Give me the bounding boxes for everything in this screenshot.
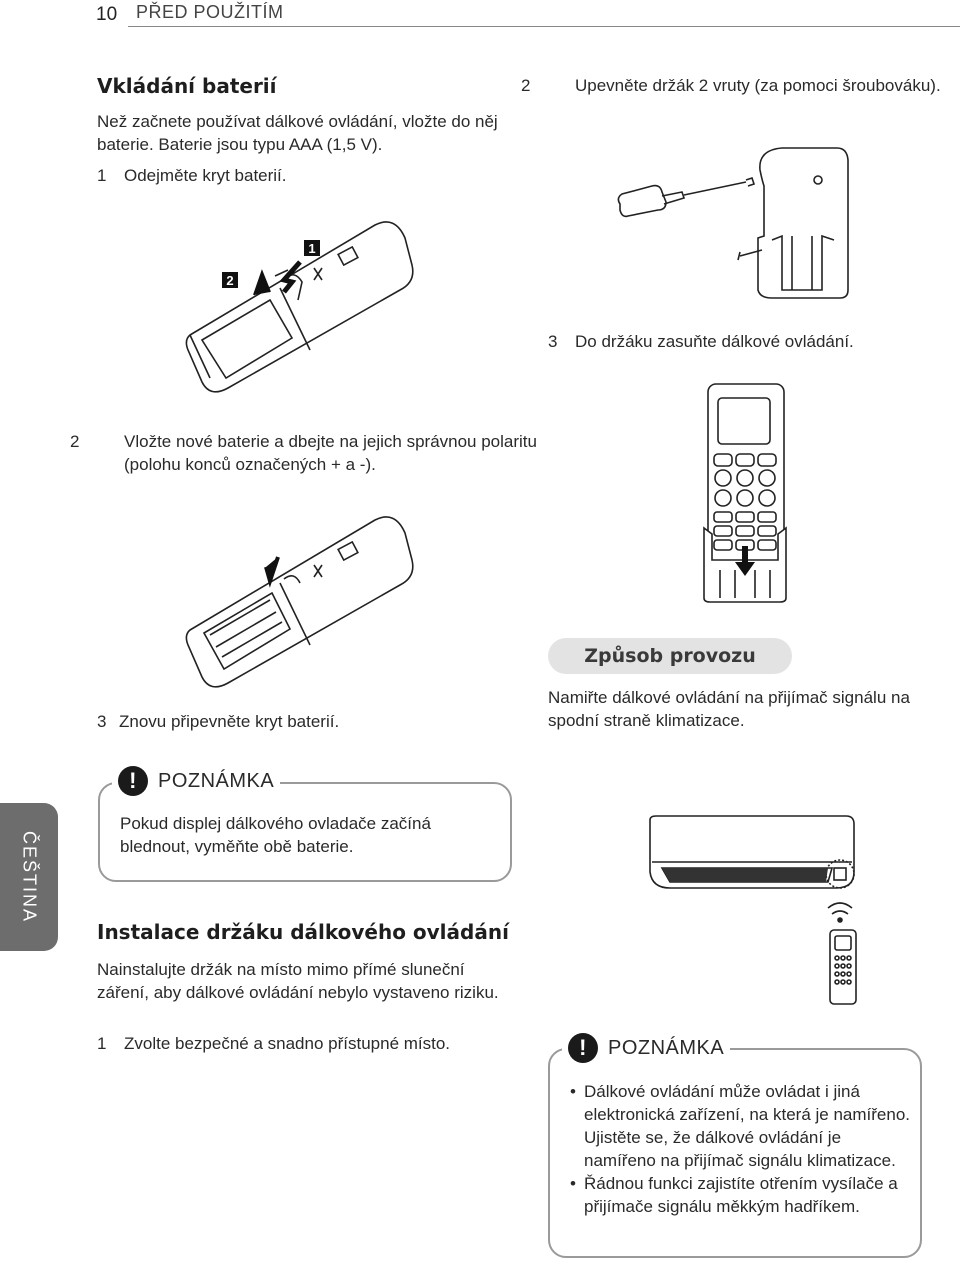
language-side-tab — [0, 803, 58, 951]
list-item: • Dálkové ovládání může ovládat i jiná elektronická zařízení, na která je namířeno. Ujistěte se, že dálkové ovládání je namířeno na přijímač signálu klimatizace. — [570, 1080, 915, 1172]
step-number: 2 — [521, 76, 531, 95]
step-text: Vložte nové baterie a dbejte na jejich správnou polaritu (polohu konců označených + a -). — [124, 432, 537, 474]
battery-step-2 — [70, 430, 544, 476]
holder-step-1 — [97, 1032, 450, 1055]
language-label: ČEŠTINA — [19, 830, 40, 924]
step-text: Odejměte kryt baterií. — [124, 166, 287, 185]
warning-icon: ! — [118, 766, 148, 796]
step-text: Zvolte bezpečné a snadno přístupné místo. — [124, 1034, 451, 1053]
warning-icon: ! — [568, 1033, 598, 1063]
note-label-text: POZNÁMKA — [608, 1036, 725, 1059]
operation-text: Namiřte dálkové ovládání na přijímač signálu na spodní straně klimatizace. — [548, 688, 910, 730]
remote-in-holder-illustration — [700, 380, 790, 605]
step-number: 1 — [97, 1034, 107, 1053]
holder-screwdriver-illustration — [612, 140, 862, 305]
remote-cover-removal-illustration — [180, 210, 420, 400]
header-rule — [128, 26, 960, 27]
holder-step-3 — [548, 330, 854, 353]
note-text: Pokud displej dálkového ovladače začíná blednout, vyměňte obě baterie. — [120, 814, 431, 856]
note-list — [570, 1080, 915, 1218]
battery-insertion-illustration — [180, 505, 420, 705]
step-text: Znovu připevněte kryt baterií. — [119, 712, 340, 731]
page-number: 10 — [96, 4, 118, 25]
battery-intro: Než začnete používat dálkové ovládání, vložte do něj baterie. Baterie jsou typu AAA (1,5 V). — [97, 112, 498, 154]
holder-step-2 — [521, 74, 960, 97]
step-number: 2 — [70, 432, 80, 451]
holder-intro: Nainstalujte držák na místo mimo přímé sluneční záření, aby dálkové ovládání nebylo vystaveno riziku. — [97, 960, 499, 1002]
step-number: 3 — [97, 712, 107, 731]
note-label — [112, 764, 280, 798]
holder-heading: Instalace držáku dálkového ovládání — [97, 920, 509, 944]
step-number: 3 — [548, 332, 558, 351]
battery-step-1 — [97, 164, 287, 187]
marker-1-label: 1 — [308, 241, 316, 256]
battery-heading: Vkládání baterií — [97, 74, 277, 98]
note-label-text: POZNÁMKA — [158, 769, 275, 792]
battery-step-3 — [97, 710, 339, 733]
ac-unit-signal-illustration — [640, 812, 865, 1007]
step-text: Do držáku zasuňte dálkové ovládání. — [575, 332, 854, 351]
step-text: Upevněte držák 2 vruty (za pomoci šroubováku). — [575, 76, 941, 95]
note-label — [562, 1030, 730, 1066]
step-number: 1 — [97, 166, 107, 185]
marker-2-label: 2 — [226, 273, 234, 288]
operation-heading: Způsob provozu — [548, 638, 792, 674]
list-item: • Řádnou funkci zajistíte otřením vysílače a přijímače signálu měkkým hadříkem. — [570, 1172, 915, 1218]
section-title: PŘED POUŽITÍM — [136, 2, 284, 22]
